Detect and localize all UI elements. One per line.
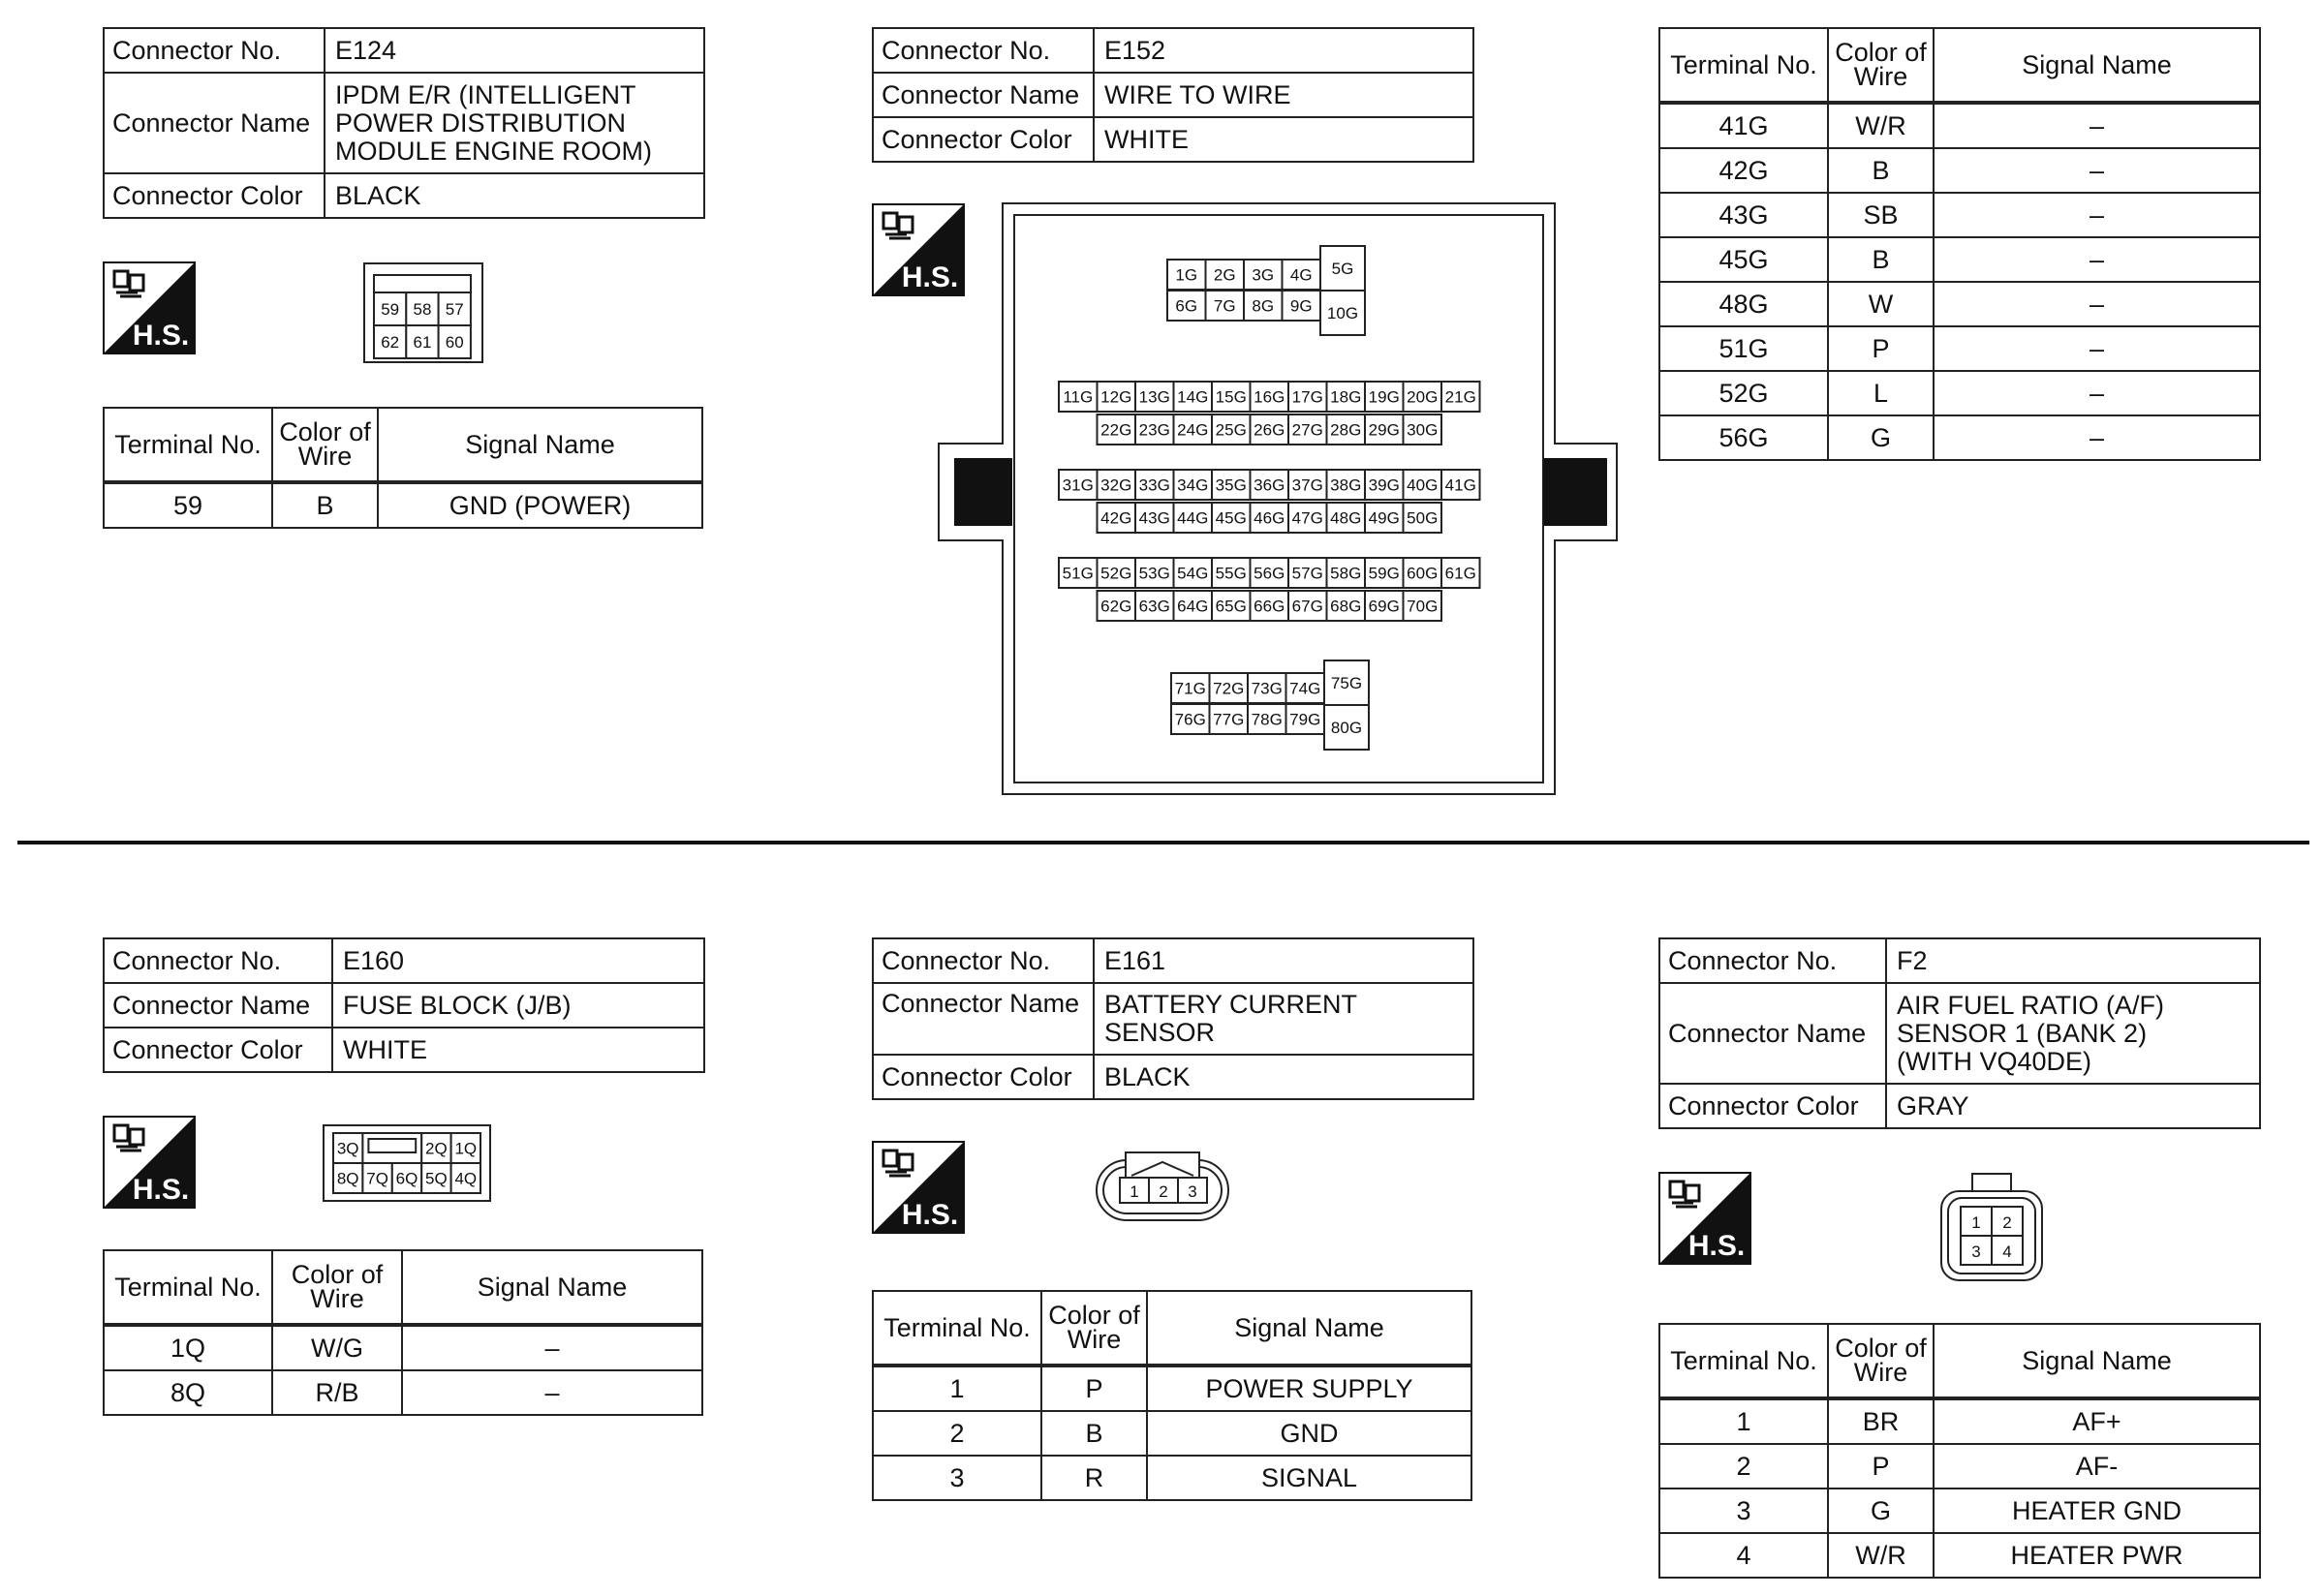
- terminal-number: 61G: [1444, 564, 1476, 583]
- color-of-wire-header: Color of Wire: [1041, 1291, 1147, 1366]
- wire-color-cell: B: [1828, 148, 1934, 193]
- terminal-no-cell: 56G: [1659, 415, 1828, 460]
- terminal-number: 72G: [1213, 679, 1245, 698]
- table-row: [1659, 1489, 2260, 1533]
- terminal-number: 5Q: [425, 1169, 448, 1188]
- terminal-number: 32G: [1100, 476, 1132, 495]
- signal-name-cell: AF-: [1934, 1444, 2260, 1489]
- wire-color-cell: B: [272, 482, 378, 528]
- terminal-number: 58G: [1330, 564, 1362, 583]
- terminal-number: 73G: [1251, 679, 1283, 698]
- signal-name-cell: –: [1934, 103, 2260, 148]
- signal-name-cell: AF+: [1934, 1398, 2260, 1444]
- terminal-no-header: Terminal No.: [1659, 1324, 1828, 1398]
- table-row: [104, 482, 702, 528]
- signal-name-cell: –: [1934, 371, 2260, 415]
- connector-no-value: E161: [1094, 938, 1473, 983]
- terminal-number: 1Q: [454, 1139, 478, 1158]
- terminal-number: 21G: [1444, 387, 1476, 407]
- table-row: [1659, 193, 2260, 237]
- connector-color-label: Connector Color: [104, 173, 325, 218]
- terminal-number: 57G: [1291, 564, 1323, 583]
- hs-label: H.S.: [132, 1174, 190, 1206]
- color-of-wire-header: Color of Wire: [272, 408, 378, 482]
- terminal-number: 2: [2002, 1212, 2012, 1232]
- wire-color-cell: W/R: [1828, 1533, 1934, 1578]
- terminal-number: 11G: [1063, 387, 1094, 407]
- signal-name-header: Signal Name: [402, 1250, 702, 1325]
- table-row: [873, 1366, 1471, 1411]
- key-slot: [368, 1139, 416, 1152]
- color-of-wire-header: Color of Wire: [1828, 1324, 1934, 1398]
- terminal-number: 37G: [1291, 476, 1323, 495]
- table-row: [1659, 326, 2260, 371]
- table-row: [1659, 1398, 2260, 1444]
- wire-color-cell: P: [1828, 1444, 1934, 1489]
- terminal-number: 63G: [1138, 597, 1170, 616]
- terminal-number: 1G: [1175, 265, 1198, 285]
- terminal-number: 20G: [1407, 387, 1439, 407]
- terminal-no-cell: 1Q: [104, 1325, 272, 1370]
- terminal-number: 41G: [1444, 476, 1476, 495]
- signal-name-cell: –: [1934, 326, 2260, 371]
- terminal-number: 42G: [1100, 508, 1132, 528]
- terminal-number: 14G: [1177, 387, 1209, 407]
- wire-color-cell: R/B: [272, 1370, 402, 1415]
- terminal-no-cell: 41G: [1659, 103, 1828, 148]
- terminal-number: 58: [413, 300, 432, 320]
- signal-name-header: Signal Name: [378, 408, 702, 482]
- terminal-number: 56G: [1254, 564, 1285, 583]
- connector-no-value: E124: [325, 28, 704, 73]
- table-row: [1659, 415, 2260, 460]
- terminal-number: 9G: [1289, 296, 1313, 316]
- terminal-number: 34G: [1177, 476, 1209, 495]
- wire-color-cell: B: [1828, 237, 1934, 282]
- terminal-number: 68G: [1330, 597, 1362, 616]
- terminal-number: 40G: [1407, 476, 1439, 495]
- harness-side-icon: [103, 1116, 196, 1209]
- e161-connector-face: [1093, 1149, 1234, 1228]
- terminal-number: 66G: [1254, 597, 1285, 616]
- wire-color-cell: R: [1041, 1456, 1147, 1500]
- table-row: [873, 1456, 1471, 1500]
- connector-no-value: F2: [1886, 938, 2260, 983]
- wire-color-cell: W: [1828, 282, 1934, 326]
- connector-color-value: BLACK: [325, 173, 704, 218]
- connector-name-value: BATTERY CURRENT SENSOR: [1094, 983, 1473, 1055]
- terminal-no-cell: 3: [1659, 1489, 1828, 1533]
- terminal-number: 17G: [1291, 387, 1323, 407]
- terminal-number: 51G: [1062, 564, 1094, 583]
- terminal-number: 52G: [1100, 564, 1132, 583]
- hs-label: H.S.: [901, 1199, 959, 1231]
- terminal-number: 15G: [1215, 387, 1247, 407]
- terminal-number: 65G: [1215, 597, 1247, 616]
- terminal-number: 62G: [1100, 597, 1132, 616]
- terminal-number: 55G: [1215, 564, 1247, 583]
- connector-color-value: WHITE: [332, 1028, 704, 1072]
- connector-name-value: FUSE BLOCK (J/B): [332, 983, 704, 1028]
- terminal-number: 18G: [1330, 387, 1362, 407]
- connector-name-label: Connector Name: [1659, 983, 1886, 1084]
- wire-color-cell: B: [1041, 1411, 1147, 1456]
- connector-color-label: Connector Color: [104, 1028, 332, 1072]
- connector-name-value: AIR FUEL RATIO (A/F) SENSOR 1 (BANK 2) (WITH VQ40DE): [1886, 983, 2260, 1084]
- terminal-no-cell: 48G: [1659, 282, 1828, 326]
- connector-name-label: Connector Name: [873, 983, 1094, 1055]
- connector-no-value: E160: [332, 938, 704, 983]
- terminal-no-cell: 8Q: [104, 1370, 272, 1415]
- terminal-number: 80G: [1330, 719, 1363, 738]
- signal-name-cell: HEATER GND: [1934, 1489, 2260, 1533]
- terminal-no-cell: 4: [1659, 1533, 1828, 1578]
- signal-name-cell: –: [402, 1370, 702, 1415]
- terminal-number: 33G: [1138, 476, 1170, 495]
- table-row: [1659, 1533, 2260, 1578]
- terminal-number: 2G: [1213, 265, 1236, 285]
- connector-name-value: IPDM E/R (INTELLIGENT POWER DISTRIBUTION MODULE ENGINE ROOM): [325, 73, 704, 173]
- signal-name-header: Signal Name: [1147, 1291, 1471, 1366]
- e161-terminal-table: [872, 1290, 1472, 1501]
- terminal-number: 27G: [1291, 420, 1323, 440]
- e124-terminal-table: [103, 407, 703, 529]
- wire-color-cell: BR: [1828, 1398, 1934, 1444]
- connector-no-label: Connector No.: [104, 938, 332, 983]
- terminal-number: 6G: [1175, 296, 1198, 316]
- terminal-no-cell: 45G: [1659, 237, 1828, 282]
- terminal-number: 29G: [1368, 420, 1400, 440]
- terminal-number: 78G: [1251, 710, 1283, 729]
- terminal-number: 39G: [1368, 476, 1400, 495]
- terminal-number: 12G: [1100, 387, 1132, 407]
- terminal-number: 26G: [1254, 420, 1285, 440]
- hs-label: H.S.: [1687, 1230, 1746, 1262]
- terminal-number: 25G: [1215, 420, 1247, 440]
- connector-color-value: GRAY: [1886, 1084, 2260, 1128]
- terminal-no-cell: 2: [873, 1411, 1041, 1456]
- e152-connector-info: [872, 27, 1474, 163]
- wire-color-cell: W/R: [1828, 103, 1934, 148]
- terminal-number: 60G: [1407, 564, 1439, 583]
- terminal-number: 69G: [1368, 597, 1400, 616]
- terminal-number: 43G: [1138, 508, 1170, 528]
- terminal-no-header: Terminal No.: [873, 1291, 1041, 1366]
- terminal-number: 3Q: [336, 1139, 359, 1158]
- terminal-number: 30G: [1407, 420, 1439, 440]
- terminal-number: 53G: [1138, 564, 1170, 583]
- terminal-number: 70G: [1407, 597, 1439, 616]
- connector-color-value: WHITE: [1094, 117, 1473, 162]
- terminal-number: 7Q: [366, 1169, 388, 1188]
- terminal-number: 59: [381, 300, 400, 320]
- wire-color-cell: W/G: [272, 1325, 402, 1370]
- terminal-number: 62: [381, 333, 400, 353]
- terminal-no-header: Terminal No.: [104, 1250, 272, 1325]
- terminal-no-cell: 52G: [1659, 371, 1828, 415]
- connector-no-label: Connector No.: [104, 28, 325, 73]
- table-row: [873, 1411, 1471, 1456]
- wire-color-cell: SB: [1828, 193, 1934, 237]
- connector-no-label: Connector No.: [1659, 938, 1886, 983]
- wire-color-cell: P: [1041, 1366, 1147, 1411]
- terminal-number: 8Q: [336, 1169, 359, 1188]
- terminal-number: 31G: [1062, 476, 1094, 495]
- terminal-no-cell: 42G: [1659, 148, 1828, 193]
- table-row: [104, 1370, 702, 1415]
- wire-color-cell: P: [1828, 326, 1934, 371]
- signal-name-header: Signal Name: [1934, 1324, 2260, 1398]
- terminal-number: 45G: [1215, 508, 1247, 528]
- connector-color-label: Connector Color: [873, 117, 1094, 162]
- wire-color-cell: G: [1828, 1489, 1934, 1533]
- terminal-number: 1: [1130, 1182, 1139, 1201]
- terminal-number: 2: [1159, 1182, 1168, 1201]
- connector-name-label: Connector Name: [104, 73, 325, 173]
- terminal-no-cell: 3: [873, 1456, 1041, 1500]
- e160-connector-face: [322, 1123, 492, 1203]
- terminal-number: 3: [1188, 1182, 1197, 1201]
- table-row: [1659, 148, 2260, 193]
- terminal-number: 8G: [1252, 296, 1275, 316]
- f2-connector-info: [1658, 937, 2261, 1129]
- f2-terminal-table: [1658, 1323, 2261, 1579]
- signal-name-cell: –: [1934, 193, 2260, 237]
- terminal-no-cell: 51G: [1659, 326, 1828, 371]
- signal-name-cell: GND (POWER): [378, 482, 702, 528]
- color-of-wire-header: Color of Wire: [1828, 28, 1934, 103]
- terminal-number: 23G: [1138, 420, 1170, 440]
- terminal-number: 2Q: [425, 1139, 448, 1158]
- terminal-number: 24G: [1177, 420, 1209, 440]
- terminal-no-header: Terminal No.: [1659, 28, 1828, 103]
- terminal-number: 49G: [1368, 508, 1400, 528]
- hs-label: H.S.: [901, 261, 959, 293]
- hs-label: H.S.: [132, 320, 190, 352]
- table-row: [104, 1325, 702, 1370]
- terminal-number: 77G: [1213, 710, 1245, 729]
- signal-name-cell: –: [1934, 282, 2260, 326]
- terminal-number: 46G: [1254, 508, 1285, 528]
- connector-color-label: Connector Color: [1659, 1084, 1886, 1128]
- terminal-no-cell: 1: [873, 1366, 1041, 1411]
- table-row: [1659, 371, 2260, 415]
- connector-no-label: Connector No.: [873, 28, 1094, 73]
- terminal-number: 54G: [1177, 564, 1209, 583]
- signal-name-cell: GND: [1147, 1411, 1471, 1456]
- connector-color-label: Connector Color: [873, 1055, 1094, 1099]
- signal-name-cell: POWER SUPPLY: [1147, 1366, 1471, 1411]
- e161-connector-info: [872, 937, 1474, 1100]
- terminal-number: 71G: [1174, 679, 1206, 698]
- connector-color-value: BLACK: [1094, 1055, 1473, 1099]
- terminal-number: 76G: [1174, 710, 1206, 729]
- terminal-number: 5G: [1331, 260, 1354, 279]
- terminal-number: 13G: [1138, 387, 1170, 407]
- terminal-number: 50G: [1407, 508, 1439, 528]
- harness-side-icon: [103, 261, 196, 354]
- terminal-no-cell: 1: [1659, 1398, 1828, 1444]
- section-divider: [17, 841, 2309, 844]
- terminal-number: 10G: [1326, 304, 1359, 323]
- terminal-number: 6Q: [395, 1169, 418, 1188]
- table-row: [1659, 103, 2260, 148]
- terminal-number: 57: [445, 300, 464, 320]
- terminal-number: 4G: [1289, 265, 1313, 285]
- terminal-number: 28G: [1330, 420, 1362, 440]
- terminal-number: 4: [2002, 1242, 2012, 1261]
- signal-name-cell: –: [402, 1325, 702, 1370]
- e160-terminal-table: [103, 1249, 703, 1416]
- terminal-number: 60: [445, 333, 464, 353]
- terminal-number: 35G: [1215, 476, 1247, 495]
- signal-name-cell: HEATER PWR: [1934, 1533, 2260, 1578]
- terminal-no-cell: 43G: [1659, 193, 1828, 237]
- terminal-no-header: Terminal No.: [104, 408, 272, 482]
- signal-name-cell: –: [1934, 415, 2260, 460]
- terminal-number: 19G: [1368, 387, 1400, 407]
- terminal-number: 7G: [1213, 296, 1236, 316]
- terminal-no-cell: 2: [1659, 1444, 1828, 1489]
- f2-connector-face: [1937, 1172, 2046, 1284]
- terminal-number: 3G: [1252, 265, 1275, 285]
- terminal-number: 38G: [1330, 476, 1362, 495]
- terminal-number: 36G: [1254, 476, 1285, 495]
- e124-connector-face: [362, 261, 484, 364]
- e152-terminal-table: [1658, 27, 2261, 461]
- connector-name-label: Connector Name: [873, 73, 1094, 117]
- terminal-number: 22G: [1100, 420, 1132, 440]
- terminal-no-cell: 59: [104, 482, 272, 528]
- table-row: [1659, 282, 2260, 326]
- terminal-number: 67G: [1291, 597, 1323, 616]
- wire-color-cell: L: [1828, 371, 1934, 415]
- terminal-number: 59G: [1368, 564, 1400, 583]
- connector-name-value: WIRE TO WIRE: [1094, 73, 1473, 117]
- terminal-number: 48G: [1330, 508, 1362, 528]
- harness-side-icon: [872, 1141, 965, 1234]
- signal-name-cell: –: [1934, 237, 2260, 282]
- terminal-number: 61: [413, 333, 432, 353]
- signal-name-header: Signal Name: [1934, 28, 2260, 103]
- terminal-number: 74G: [1289, 679, 1321, 698]
- harness-side-icon: [1658, 1172, 1751, 1265]
- terminal-number: 64G: [1177, 597, 1209, 616]
- signal-name-cell: –: [1934, 148, 2260, 193]
- table-row: [1659, 1444, 2260, 1489]
- terminal-number: 4Q: [454, 1169, 478, 1188]
- terminal-number: 16G: [1254, 387, 1285, 407]
- connector-name-label: Connector Name: [104, 983, 332, 1028]
- terminal-number: 79G: [1289, 710, 1321, 729]
- signal-name-cell: SIGNAL: [1147, 1456, 1471, 1500]
- connector-no-value: E152: [1094, 28, 1473, 73]
- wire-color-cell: G: [1828, 415, 1934, 460]
- e160-connector-info: [103, 937, 705, 1073]
- e124-connector-info: [103, 27, 705, 219]
- terminal-number: 44G: [1177, 508, 1209, 528]
- terminal-number: 1: [1971, 1212, 1981, 1232]
- table-row: [1659, 237, 2260, 282]
- terminal-number: 47G: [1291, 508, 1323, 528]
- e152-connector-face: [935, 201, 1623, 802]
- terminal-number: 75G: [1330, 674, 1363, 693]
- terminal-number: 3: [1971, 1242, 1981, 1261]
- color-of-wire-header: Color of Wire: [272, 1250, 402, 1325]
- connector-no-label: Connector No.: [873, 938, 1094, 983]
